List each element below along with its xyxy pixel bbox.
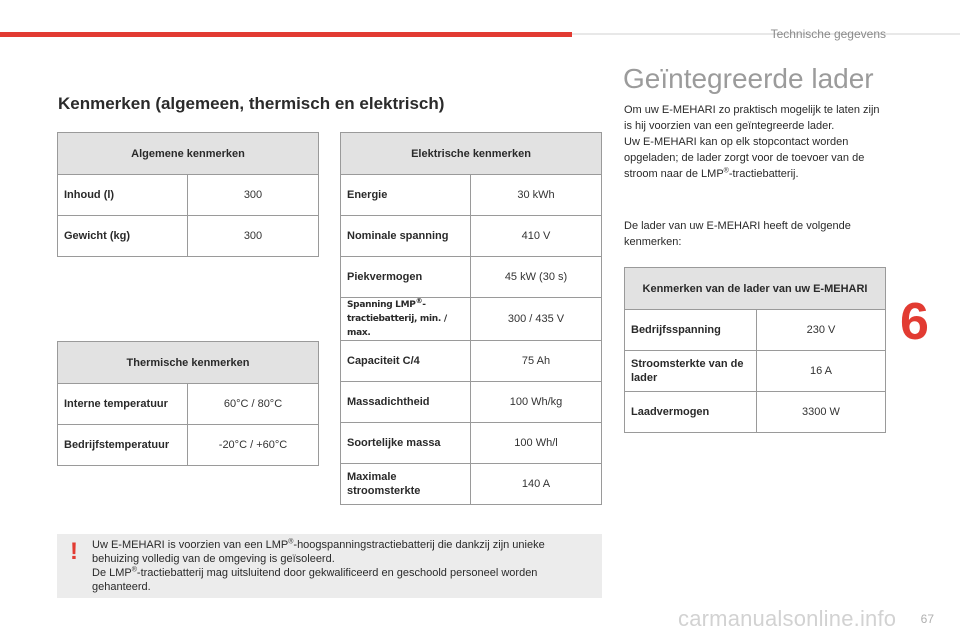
- table-row: [341, 175, 602, 216]
- warning-text-part: -tractiebatterij mag uitsluitend door gekwalificeerd en geschoold personeel worden gehanteerd.: [92, 567, 538, 593]
- general-specs-table: [57, 132, 319, 257]
- table-row: [341, 216, 602, 257]
- registered-mark: ®: [288, 538, 294, 546]
- spec-key: Interne temperatuur: [58, 384, 188, 425]
- spec-key: Capaciteit C/4: [341, 341, 471, 382]
- spec-value: 300 / 435 V: [471, 298, 602, 341]
- spec-key: Massadichtheid: [341, 382, 471, 423]
- table-row: [341, 464, 602, 505]
- table-row: [341, 298, 602, 341]
- spec-value: 30 kWh: [471, 175, 602, 216]
- header-accent-bar: [0, 32, 572, 37]
- spec-key: Stroomsterkte van de lader: [625, 351, 757, 392]
- spec-key: Gewicht (kg): [58, 216, 188, 257]
- table-header: Kenmerken van de lader van uw E-MEHARI: [625, 268, 886, 310]
- charger-title: Geïntegreerde lader: [623, 63, 874, 94]
- spec-value: 410 V: [471, 216, 602, 257]
- spec-value: 3300 W: [757, 392, 886, 433]
- spec-key: Bedrijfsspanning: [625, 310, 757, 351]
- table-row: [58, 175, 319, 216]
- spec-value: 45 kW (30 s): [471, 257, 602, 298]
- table-header: Elektrische kenmerken: [341, 133, 602, 175]
- charger-intro-paragraph: [624, 102, 889, 182]
- paragraph-part: Om uw E-MEHARI zo praktisch mogelijk te laten zijn is hij voorzien van een geïntegreerde lader.: [624, 104, 880, 132]
- table-header: Thermische kenmerken: [58, 342, 319, 384]
- spec-value: 300: [188, 175, 319, 216]
- section-heading: Kenmerken (algemeen, thermisch en elektrisch): [58, 94, 445, 113]
- spec-value: 100 Wh/l: [471, 423, 602, 464]
- spec-key: Soortelijke massa: [341, 423, 471, 464]
- table-header: Algemene kenmerken: [58, 133, 319, 175]
- thermal-specs-table: [57, 341, 319, 466]
- warning-box: [57, 534, 602, 598]
- table-row: [341, 423, 602, 464]
- table-row: [341, 382, 602, 423]
- spec-value: 230 V: [757, 310, 886, 351]
- registered-mark: ®: [131, 566, 137, 574]
- spec-value: 75 Ah: [471, 341, 602, 382]
- chapter-number: 6: [900, 293, 929, 351]
- warning-text: [92, 538, 592, 594]
- table-row: [625, 310, 886, 351]
- header-title: Technische gegevens: [770, 27, 886, 41]
- spec-value: 60°C / 80°C: [188, 384, 319, 425]
- registered-mark: ®: [723, 167, 729, 175]
- watermark: carmanualsonline.info: [678, 606, 897, 631]
- table-row: [625, 392, 886, 433]
- table-row: [58, 425, 319, 466]
- spec-key: Inhoud (l): [58, 175, 188, 216]
- table-row: [341, 257, 602, 298]
- warning-text-part: -hoogspanningstractiebatterij die dankzij zijn unieke behuizing volledig van de omgeving is geïsoleerd.: [92, 539, 545, 565]
- page-number: 67: [920, 612, 934, 626]
- spec-key: Laadvermogen: [625, 392, 757, 433]
- warning-exclamation-icon: !: [70, 538, 78, 565]
- spec-key-part: -tractiebatterij, min. / max.: [347, 300, 447, 338]
- table-row: [58, 384, 319, 425]
- spec-key: [341, 298, 471, 341]
- registered-mark: ®: [415, 297, 423, 305]
- spec-value: 16 A: [757, 351, 886, 392]
- spec-key: Bedrijfstemperatuur: [58, 425, 188, 466]
- spec-key: Piekvermogen: [341, 257, 471, 298]
- spec-value: 140 A: [471, 464, 602, 505]
- table-row: [625, 351, 886, 392]
- spec-value: -20°C / +60°C: [188, 425, 319, 466]
- paragraph-part: Uw E-MEHARI kan op elk stopcontact worden opgeladen; de lader zorgt voor de toevoer van de stroom naar de LMP: [624, 136, 865, 180]
- spec-key: Nominale spanning: [341, 216, 471, 257]
- spec-key-part: Spanning LMP: [347, 300, 416, 310]
- paragraph-part: -tractiebatterij.: [728, 168, 799, 180]
- table-row: [58, 216, 319, 257]
- electrical-specs-table: [340, 132, 602, 505]
- charger-specs-table: [624, 267, 886, 433]
- spec-value: 100 Wh/kg: [471, 382, 602, 423]
- spec-key: Energie: [341, 175, 471, 216]
- table-row: [341, 341, 602, 382]
- spec-key: Maximale stroomsterkte: [341, 464, 471, 505]
- warning-text-part: Uw E-MEHARI is voorzien van een LMP: [92, 539, 289, 551]
- header-rule: [572, 33, 960, 35]
- spec-value: 300: [188, 216, 319, 257]
- warning-text-part: De LMP: [92, 567, 132, 579]
- charger-specs-intro: De lader van uw E-MEHARI heeft de volgende kenmerken:: [624, 220, 851, 248]
